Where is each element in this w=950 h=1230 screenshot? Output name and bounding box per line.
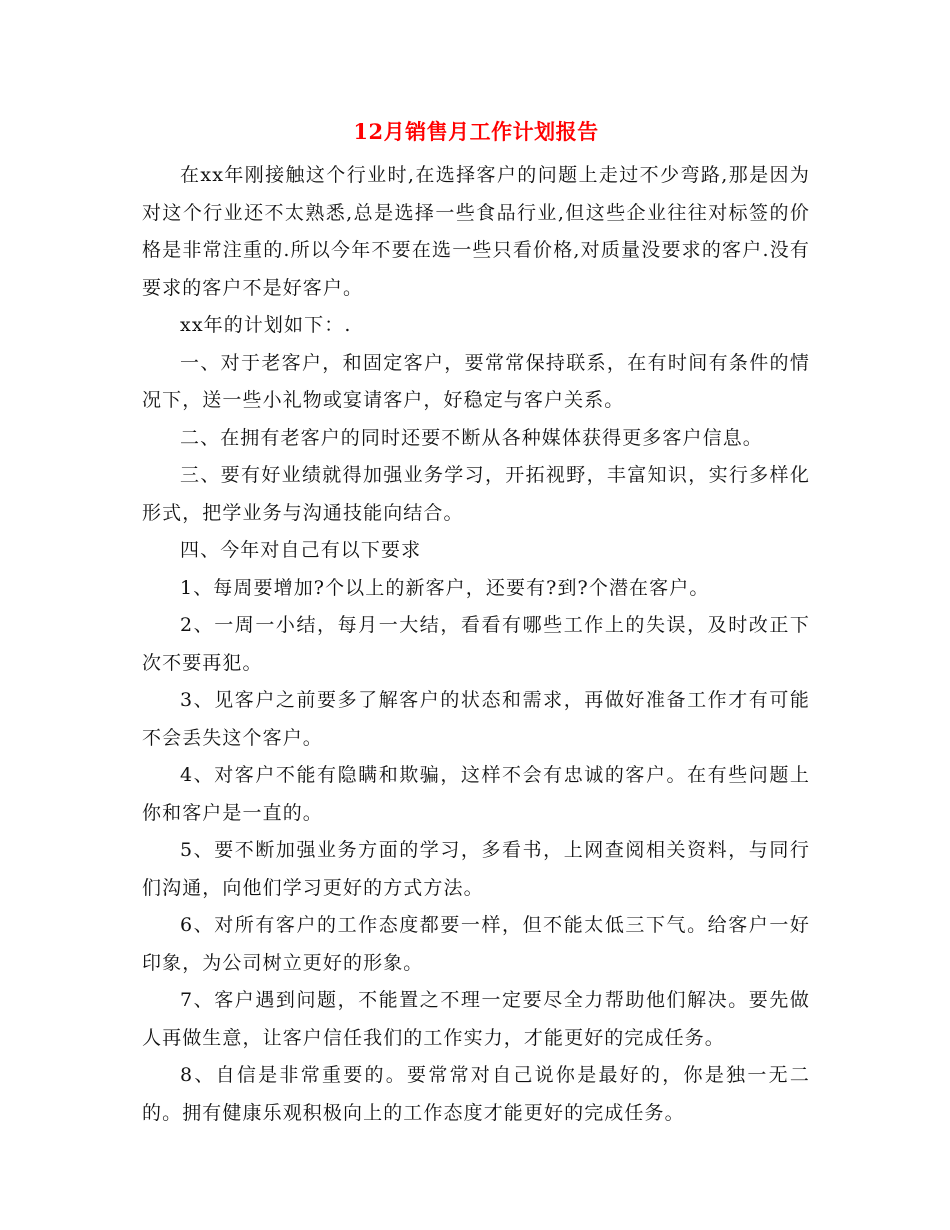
- requirement-3: 3、见客户之前要多了解客户的状态和需求，再做好准备工作才有可能不会丢失这个客户。: [142, 689, 810, 749]
- requirement-1: 1、每周要增加?个以上的新客户，还要有?到?个潜在客户。: [180, 576, 710, 599]
- paragraph-item-1: 一、对于老客户，和固定客户，要常常保持联系，在有时间有条件的情况下，送一些小礼物或宴请客户，好稳定与客户关系。: [142, 351, 810, 411]
- requirement-8: 8、自信是非常重要的。要常常对自己说你是最好的，你是独一无二的。拥有健康乐观积极向上的工作态度才能更好的完成任务。: [142, 1064, 810, 1124]
- document-title: 12月销售月工作计划报告: [353, 119, 599, 144]
- requirement-7: 7、客户遇到问题，不能置之不理一定要尽全力帮助他们解决。要先做人再做生意，让客户信任我们的工作实力，才能更好的完成任务。: [142, 989, 810, 1049]
- paragraph-intro: 在xx年刚接触这个行业时,在选择客户的问题上走过不少弯路,那是因为对这个行业还不太熟悉,总是选择一些食品行业,但这些企业往往对标签的价格是非常注重的.所以今年不要在选一些只看价格,对质量没要求的客户.没有要求的客户不是好客户。: [142, 164, 810, 299]
- requirement-6: 6、对所有客户的工作态度都要一样，但不能太低三下气。给客户一好印象，为公司树立更好的形象。: [142, 914, 810, 974]
- document-body: [142, 157, 810, 1132]
- requirement-4: 4、对客户不能有隐瞒和欺骗，这样不会有忠诚的客户。在有些问题上你和客户是一直的。: [142, 764, 810, 824]
- paragraph-plan-heading: xx年的计划如下：.: [180, 314, 352, 336]
- paragraph-item-3: 三、要有好业绩就得加强业务学习，开拓视野，丰富知识，实行多样化形式，把学业务与沟通技能向结合。: [142, 464, 810, 524]
- paragraph-item-4: 四、今年对自己有以下要求: [180, 539, 422, 561]
- requirement-5: 5、要不断加强业务方面的学习，多看书，上网查阅相关资料，与同行们沟通，向他们学习更好的方式方法。: [142, 839, 810, 899]
- requirement-2: 2、一周一小结，每月一大结，看看有哪些工作上的失误，及时改正下次不要再犯。: [142, 614, 810, 674]
- paragraph-item-2: 二、在拥有老客户的同时还要不断从各种媒体获得更多客户信息。: [180, 426, 763, 449]
